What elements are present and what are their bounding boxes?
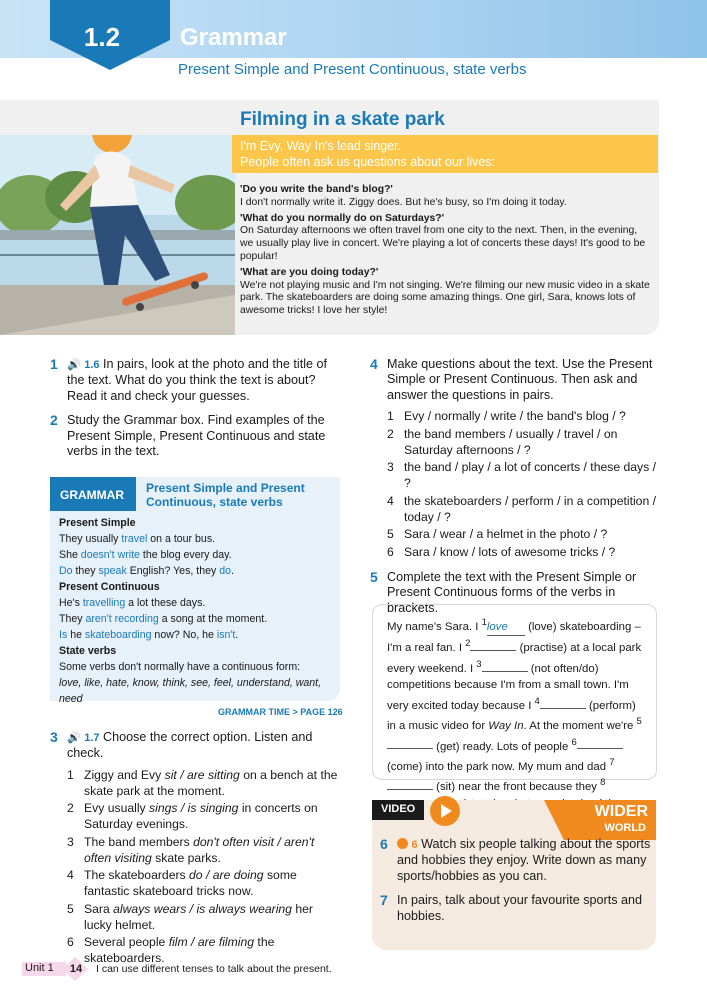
chevron-right-icon: > <box>292 707 298 717</box>
list-item <box>387 526 660 542</box>
task-number: 2 <box>50 412 58 429</box>
item-number: 1 <box>387 409 394 424</box>
task-1 <box>50 357 340 404</box>
task-7 <box>380 893 652 924</box>
grammar-time-link[interactable]: GRAMMAR TIME > PAGE 126 <box>218 707 343 717</box>
answer-1: I don't normally write it. Ziggy does. But he's busy, so I'm doing it today. <box>240 196 567 208</box>
pc-example-2: They aren't recording a song at the moment. <box>59 613 268 625</box>
audio-icon[interactable]: 🔊 <box>67 359 81 371</box>
item-number: 5 <box>387 527 394 542</box>
skateboarder-photo <box>0 135 235 335</box>
task-2 <box>50 413 340 459</box>
task-text: Watch six people talking about the sports and hobbies they enjoy. Write down as many sports/hobbies as you can. <box>397 837 651 883</box>
list-item <box>67 767 340 799</box>
task-text: Make questions about the text. Use the Present Simple or Present Continuous. Then ask and answer the questions in pairs. <box>387 357 653 402</box>
question-2: 'What do you normally do on Saturdays?' <box>240 212 445 224</box>
item-text: Several people film / are filming the skateboarders. <box>84 935 275 966</box>
video-label: VIDEO <box>372 800 424 820</box>
audio-icon[interactable]: 🔊 <box>67 732 81 744</box>
item-text: Ziggy and Evy sit / are sitting on a bench at the skate park at the moment. <box>84 767 338 798</box>
item-text: Evy usually sings / is singing in concerts on Saturday evenings. <box>84 801 318 832</box>
video-number: 6 <box>411 839 418 851</box>
item-number: 6 <box>387 544 394 559</box>
task-6 <box>380 837 652 884</box>
task-3-block <box>50 730 340 968</box>
task-number: 4 <box>370 356 378 372</box>
lesson-number: 1.2 <box>83 22 121 52</box>
article-body <box>240 181 650 319</box>
item-number: 2 <box>67 801 74 816</box>
answer-2: On Saturday afternoons we often travel from one city to the next. Then, in the evening, we usually play live in concert. We're playing a lot of concerts these days! It's good to be popular! <box>240 225 646 262</box>
list-item <box>387 426 660 458</box>
pc-title: Present Continuous <box>59 581 160 593</box>
task-3 <box>50 730 340 762</box>
task-text: Complete the text with the Present Simple or Present Continuous forms of the verbs in brackets. <box>387 569 637 615</box>
task-number: 1 <box>50 356 58 372</box>
gap-fill-text: My name's Sara. I $^1$love (love) skateboarding – I'm a real fan. I $^2$ (practise) at a local park every weekend. I $^3$ (not often/do) competitions because I'm from a small town. I'm very excited today because I $^4$ (perform) in a music video for Way In. At the moment we're $^5$ (get) ready. Lots of people $^6$ (come) into the park now. My mum and dad $^7$ (sit) near the front because they $^8$ <box>372 604 657 780</box>
page-subtitle: Present Simple and Present Continuous, state verbs <box>178 61 527 78</box>
grammar-label: GRAMMAR <box>50 477 136 511</box>
gap-4[interactable] <box>540 708 586 709</box>
item-number: 3 <box>387 460 394 475</box>
item-text: The band members don't often visit / aren't often visiting skate parks. <box>84 834 315 865</box>
footer-text: I can use different tenses to talk about the present. <box>96 963 332 975</box>
answer-3: We're not playing music and I'm not singing. We're filming our new music video in a skate park. The skateboarders are doing some amazing things. One girl, Sara, knows lots of awesome tricks! I love her style! <box>240 279 650 317</box>
task-4 <box>370 357 660 403</box>
item-number: 2 <box>387 426 394 441</box>
intro-line-2: People often ask us questions about our lives: <box>240 155 496 169</box>
wider-label: WIDER <box>594 803 648 820</box>
play-icon[interactable] <box>430 796 460 826</box>
list-item <box>67 800 340 832</box>
task-text: In pairs, look at the photo and the title of the text. What do you think the text is about? Read it and check your guesses. <box>67 357 328 403</box>
list-item <box>387 408 660 424</box>
list-item <box>387 544 660 560</box>
grammar-heading: Present Simple and Present Continuous, state verbs <box>146 481 305 509</box>
grammar-box <box>50 477 340 705</box>
unit-label: Unit 1 <box>22 962 66 976</box>
item-text: the skateboarders / perform / in a competition / today / ? <box>404 493 656 524</box>
page-number: 14 <box>69 963 83 975</box>
option-choice[interactable]: don't often visit / aren't often visiting <box>84 834 315 865</box>
ps-example-2: She doesn't write the blog every day. <box>59 549 232 561</box>
item-text: the band / play / a lot of concerts / these days / ? <box>404 460 657 491</box>
item-text: the band members / usually / travel / on Saturday afternoons / ? <box>404 426 618 457</box>
gap-3[interactable] <box>482 671 528 672</box>
audio-track[interactable]: 1.7 <box>84 732 100 744</box>
gap-6[interactable] <box>577 748 623 749</box>
sv-text: Some verbs don't normally have a continuous form: <box>59 661 301 673</box>
video-tasks <box>380 837 652 933</box>
item-text: The skateboarders do / are doing some fantastic skateboard tricks now. <box>84 868 297 899</box>
option-choice[interactable]: sings / is singing <box>149 801 239 816</box>
ps-example-3: Do they speak English? Yes, they do. <box>59 565 234 577</box>
item-number: 5 <box>67 901 74 916</box>
item-number: 4 <box>67 868 74 883</box>
page-title: Grammar <box>180 24 287 51</box>
pc-example-3: Is he skateboarding now? No, he isn't. <box>59 629 239 641</box>
task-text: In pairs, talk about your favourite sports and hobbies. <box>397 893 643 923</box>
article-intro <box>232 135 658 173</box>
task-number: 5 <box>370 568 378 585</box>
option-choice[interactable]: do / are doing <box>189 868 264 883</box>
task-number: 3 <box>50 729 58 745</box>
option-choice[interactable]: always wears / is always wearing <box>113 901 292 916</box>
sv-title: State verbs <box>59 645 117 657</box>
option-choice[interactable]: film / are filming <box>168 935 255 950</box>
question-1: 'Do you write the band's blog?' <box>240 184 393 195</box>
task-3-items <box>67 767 340 967</box>
item-text: Sara always wears / is always wearing her lucky helmet. <box>84 901 313 932</box>
video-box <box>372 800 656 950</box>
video-play-icon[interactable] <box>397 838 408 849</box>
option-choice[interactable]: sit / are sitting <box>164 767 240 782</box>
right-column <box>370 357 660 625</box>
list-item <box>67 867 340 899</box>
question-3: 'What are you doing today?' <box>240 266 379 278</box>
world-label: WORLD <box>604 822 646 834</box>
item-text: Sara / wear / a helmet in the photo / ? <box>404 527 608 542</box>
gap-5[interactable] <box>387 748 433 749</box>
list-item <box>67 834 340 866</box>
article-title: Filming in a skate park <box>240 109 445 130</box>
gap-7[interactable] <box>387 789 433 790</box>
item-number: 4 <box>387 493 394 508</box>
task-number: 6 <box>380 836 388 852</box>
task-4-items <box>387 408 660 560</box>
gap-1[interactable]: love <box>487 619 525 637</box>
list-item <box>387 459 660 491</box>
task-number: 7 <box>380 892 388 909</box>
list-item <box>67 901 340 933</box>
list-item <box>387 493 660 525</box>
item-text: Evy / normally / write / the band's blog / ? <box>404 409 626 424</box>
ps-example-1: They usually travel on a tour bus. <box>59 533 216 545</box>
item-number: 1 <box>67 767 74 782</box>
intro-line-1: I'm Evy, Way In's lead singer. <box>240 139 402 153</box>
sv-list: love, like, hate, know, think, see, feel, understand, want, need <box>59 677 322 705</box>
footer <box>22 957 352 979</box>
item-number: 3 <box>67 834 74 849</box>
task-text: Choose the correct option. Listen and check. <box>67 730 313 761</box>
pc-example-1: He's travelling a lot these days. <box>59 597 206 609</box>
gap-2[interactable] <box>470 650 516 651</box>
grammar-body <box>59 515 335 707</box>
ps-title: Present Simple <box>59 517 136 529</box>
audio-track[interactable]: 1.6 <box>84 359 100 371</box>
task-text: Study the Grammar box. Find examples of the Present Simple, Present Continuous and state verbs in the text. <box>67 413 326 459</box>
item-number: 6 <box>67 935 74 950</box>
left-column <box>50 357 340 468</box>
item-text: Sara / know / lots of awesome tricks / ? <box>404 544 616 559</box>
